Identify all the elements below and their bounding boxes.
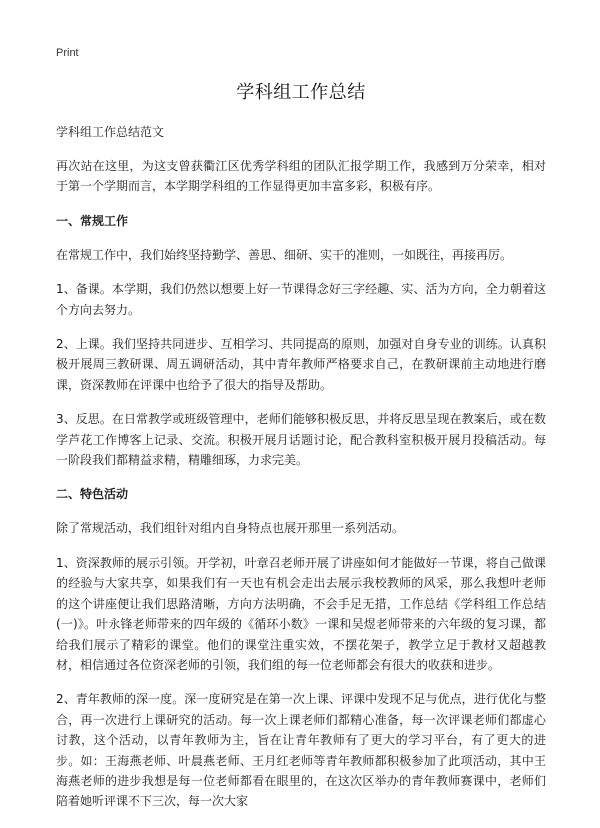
section-heading-routine-work: 一、常规工作 bbox=[56, 213, 129, 228]
section1-item-lesson-prep: 1、备课。本学期，我们仍然以想要上好一节课得念好三字经趣、实、活为方向，全力朝着这个方向去努力。 bbox=[56, 282, 546, 317]
document-content bbox=[56, 78, 546, 826]
section1-item-reflection: 3、反思。在日常教学或班级管理中，老师们能够积极反思，并将反思呈现在教案后，或在数学芦花工作博客上记录、交流。积极开展月话题讨论，配合教科室积极开展月投稿活动。每一阶段我们都精益求精，精雕细琢，力求完美。 bbox=[56, 412, 546, 468]
intro-paragraph: 再次站在这里，为这支曾获衢江区优秀学科组的团队汇报学期工作，我感到万分荣幸，相对于第一个学期而言，本学期学科组的工作显得更加丰富多彩，积极有序。 bbox=[56, 159, 546, 194]
document-subtitle: 学科组工作总结范文 bbox=[56, 125, 165, 139]
section-heading-special-activities: 二、特色活动 bbox=[56, 487, 129, 502]
section2-intro: 除了常规活动，我们组针对组内自身特点也展开那里一系列活动。 bbox=[56, 521, 405, 536]
print-link[interactable]: Print bbox=[56, 47, 79, 59]
document-title: 学科组工作总结 bbox=[236, 82, 366, 103]
section2-item-senior-teachers: 1、资深教师的展示引领。开学初，叶章召老师开展了讲座如何才能做好一节课，将自己做课的经验与大家共享，如果我们有一天也有机会走出去展示我校教师的风采，那么我想叶老师的这个讲座便让我们思路清晰，方向方法明确，不会手足无措，工作总结《学科组工作总结(一)》。叶永锋老师带来的四年级的《循环小数》一课和吴煜老师带来的六年级的复习课，都给我们展示了精彩的课堂。他们的课堂注重实效，不摆花架子，教学立足于教材又超越教材，相信通过各位资深老师的引领，我们组的每一位老师都会有很大的收获和进步。 bbox=[56, 555, 546, 672]
section1-intro: 在常规工作中，我们始终坚持勤学、善思、细研、实干的准则，一如既往，再接再厉。 bbox=[56, 247, 513, 262]
section1-item-teaching: 2、上课。我们坚持共同进步、互相学习、共同提高的原则，加强对自身专业的训练。认真积极开展周三教研课、周五调研活动，其中青年教师严格要求自己，在教研课前主动地进行磨课，资深教师在评课中也给予了很大的指导及帮助。 bbox=[56, 337, 546, 392]
section2-item-young-teachers: 2、青年教师的深一度。深一度研究是在第一次上课、评课中发现不足与优点，进行优化与整合，再一次进行上课研究的活动。每一次上课老师们都精心准备，每一次评课老师们都虚心讨教，这个活动，以青年教师为主，旨在让青年教师有了更大的学习平台，有了更大的进步。如：王海燕老师、叶晨燕老师、王月红老师等青年教师都积极参加了此项活动，其中王海燕老师的进步我想是每一位老师都看在眼里的，在这次区举办的青年教师赛课中，老师们陪着她听评课不下三次，每一次大家 bbox=[56, 692, 546, 809]
